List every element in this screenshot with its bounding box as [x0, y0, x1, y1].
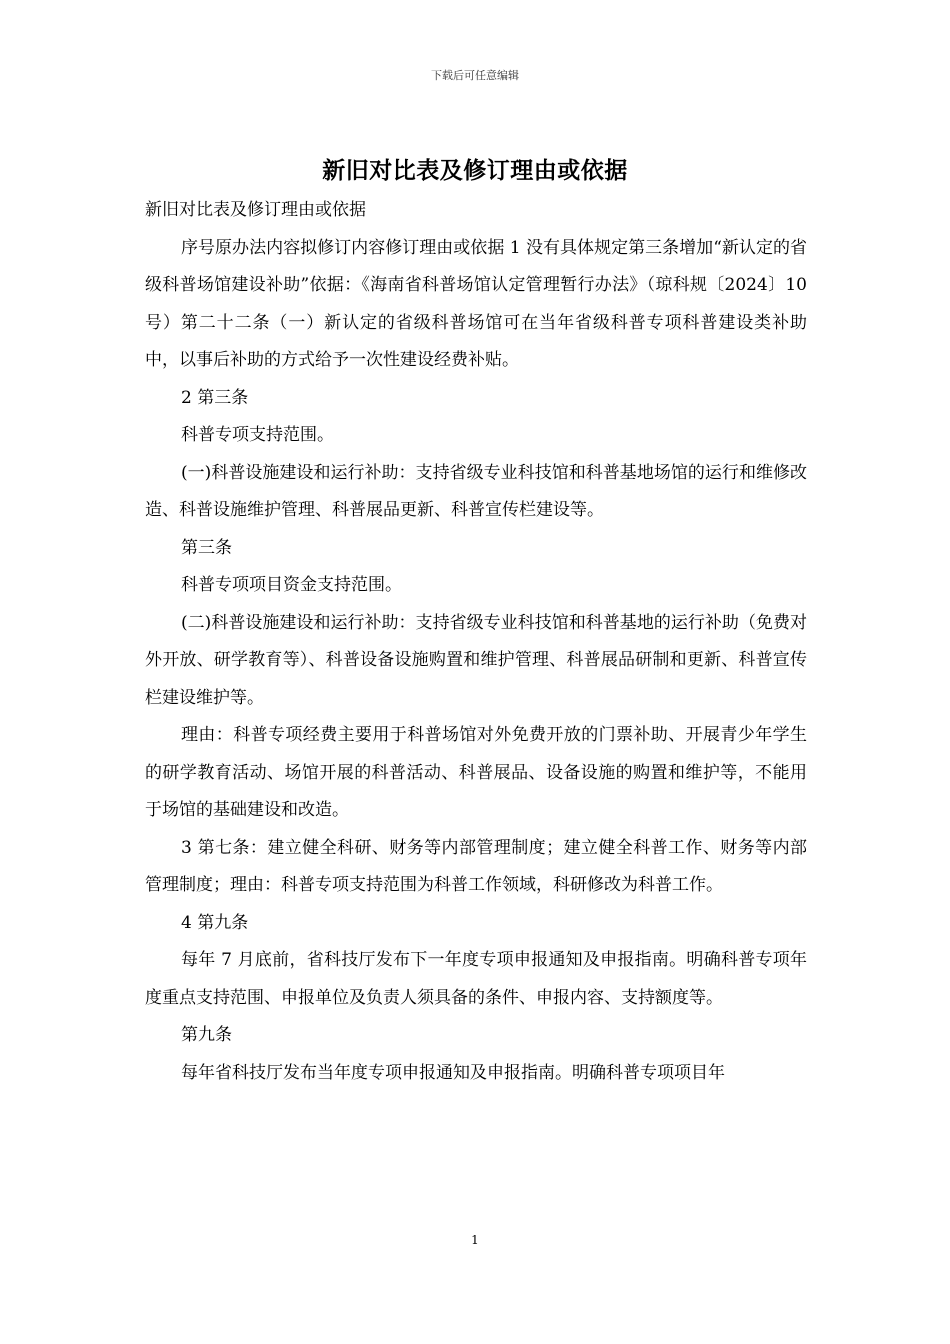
body-paragraph: 序号原办法内容拟修订内容修订理由或依据 1 没有具体规定第三条增加“新认定的省级科普场馆建设补助”依据：《海南省科普场馆认定管理暂行办法》（琼科规〔2024〕10 号）第二十二条（一）新认定的省级科普场馆可在当年省级科普专项科普建设类补助中，以事后补助的方式给予一次性建设经费补贴。: [145, 237, 807, 370]
body-paragraph: (二)科普设施建设和运行补助：支持省级专业科技馆和科普基地的运行补助（免费对外开放、研学教育等）、科普设备设施购置和维护管理、科普展品研制和更新、科普宣传栏建设维护等。: [145, 612, 807, 708]
body-paragraph: 每年 7 月底前，省科技厅发布下一年度专项申报通知及申报指南。明确科普专项年度重点支持范围、申报单位及负责人须具备的条件、申报内容、支持额度等。: [145, 950, 807, 1008]
document-body: [145, 192, 807, 1092]
body-paragraph: (一)科普设施建设和运行补助：支持省级专业科技馆和科普基地场馆的运行和维修改造、科普设施维护管理、科普展品更新、科普宣传栏建设等。: [145, 462, 807, 520]
body-paragraph: 科普专项项目资金支持范围。: [181, 575, 402, 595]
body-paragraph: 2 第三条: [181, 387, 249, 408]
body-paragraph: 第九条: [181, 1025, 232, 1045]
body-paragraph: 第三条: [181, 537, 232, 558]
page-number: 1: [471, 1233, 479, 1247]
body-paragraph: 科普专项支持范围。: [181, 425, 334, 445]
body-paragraph: 3 第七条：建立健全科研、财务等内部管理制度；建立健全科普工作、财务等内部管理制度；理由：科普专项支持范围为科普工作领域，科研修改为科普工作。: [145, 837, 807, 895]
body-paragraph: 新旧对比表及修订理由或依据: [145, 200, 366, 220]
page-header-note: 下载后可任意编辑: [431, 69, 519, 82]
document-title: 新旧对比表及修订理由或依据: [322, 157, 628, 184]
body-paragraph: 4 第九条: [181, 912, 249, 933]
body-paragraph: 理由：科普专项经费主要用于科普场馆对外免费开放的门票补助、开展青少年学生的研学教育活动、场馆开展的科普活动、科普展品、设备设施的购置和维护等，不能用于场馆的基础建设和改造。: [145, 725, 807, 820]
body-paragraph: 每年省科技厅发布当年度专项申报通知及申报指南。明确科普专项项目年: [181, 1062, 725, 1083]
